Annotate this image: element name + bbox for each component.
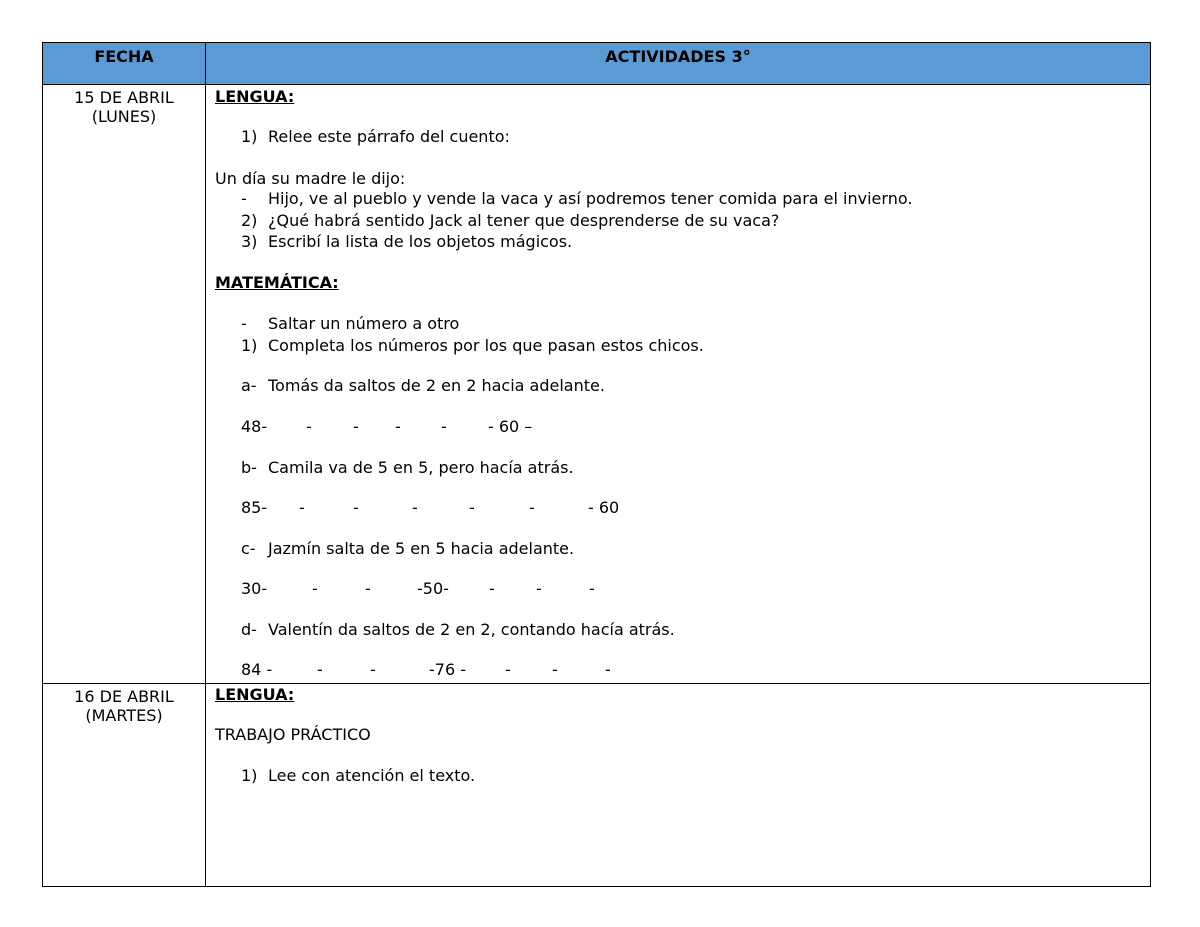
exercise-prompt — [241, 376, 605, 396]
date-cell — [43, 684, 206, 887]
list-number: 1) — [241, 127, 258, 146]
sequence-item: 48- — [241, 417, 268, 436]
table-row — [43, 85, 1151, 684]
date-text: 16 DE ABRIL — [74, 687, 174, 706]
list-item — [241, 232, 572, 252]
exercise-letter: b- — [241, 458, 257, 477]
weekday-text: (MARTES) — [85, 706, 163, 725]
activities-table — [42, 42, 1151, 887]
sequence-item: - — [589, 579, 595, 598]
sequence-item: - — [489, 579, 495, 598]
sequence-item: - — [395, 417, 401, 436]
exercise-prompt — [241, 620, 675, 640]
sequence-item: - — [299, 498, 305, 517]
sequence-item: - — [353, 417, 359, 436]
exercise-letter: c- — [241, 539, 256, 558]
exercise-text: Camila va de 5 en 5, pero hacía atrás. — [268, 458, 574, 477]
sequence-item: -50- — [417, 579, 449, 598]
activities-cell — [206, 85, 1151, 684]
list-number: 2) — [241, 211, 258, 230]
sequence-item: -76 - — [429, 660, 466, 679]
list-item — [241, 766, 475, 786]
list-number: 1) — [241, 766, 258, 785]
paragraph: Un día su madre le dijo: — [215, 169, 406, 188]
sequence-item: - — [536, 579, 542, 598]
sequence-item: - — [312, 579, 318, 598]
sequence-item: - — [412, 498, 418, 517]
table-row — [43, 684, 1151, 887]
sequence-item: - — [370, 660, 376, 679]
exercise-letter: a- — [241, 376, 257, 395]
list-item-text: Relee este párrafo del cuento: — [268, 127, 510, 146]
exercise-prompt — [241, 539, 574, 559]
list-number: 3) — [241, 232, 258, 251]
sequence-item: - — [365, 579, 371, 598]
sequence-item: - — [505, 660, 511, 679]
quote-text: Hijo, ve al pueblo y vende la vaca y así podremos tener comida para el invierno. — [268, 189, 913, 208]
list-item-text: ¿Qué habrá sentido Jack al tener que desprenderse de su vaca? — [268, 211, 780, 230]
sequence-item: - — [306, 417, 312, 436]
list-item — [241, 189, 912, 209]
sequence-item: - — [317, 660, 323, 679]
list-item — [241, 127, 510, 147]
date-text: 15 DE ABRIL — [74, 88, 174, 107]
exercise-text: Tomás da saltos de 2 en 2 hacia adelante. — [268, 376, 605, 395]
dash-marker: - — [241, 189, 247, 208]
sequence-item: - — [529, 498, 535, 517]
list-item-text: Escribí la lista de los objetos mágicos. — [268, 232, 573, 251]
list-item — [241, 211, 779, 231]
list-item-text: Saltar un número a otro — [268, 314, 460, 333]
sequence-item: - — [353, 498, 359, 517]
exercise-letter: d- — [241, 620, 257, 639]
list-item — [241, 314, 459, 334]
sequence-item: 84 - — [241, 660, 273, 679]
exercise-prompt — [241, 458, 574, 478]
section-heading: LENGUA: — [215, 87, 295, 106]
sequence-item: - — [469, 498, 475, 517]
sequence-item: - 60 — [588, 498, 620, 517]
section-heading: MATEMÁTICA: — [215, 273, 339, 292]
weekday-text: (LUNES) — [91, 107, 157, 126]
header-date: FECHA — [43, 43, 206, 85]
sequence-item: - — [605, 660, 611, 679]
list-number: 1) — [241, 336, 258, 355]
list-item-text: Completa los números por los que pasan estos chicos. — [268, 336, 704, 355]
exercise-text: Valentín da saltos de 2 en 2, contando hacía atrás. — [268, 620, 675, 639]
list-item — [241, 336, 704, 356]
sequence-item: 30- — [241, 579, 268, 598]
table-header-row — [43, 43, 1151, 85]
section-heading: LENGUA: — [215, 685, 295, 704]
dash-marker: - — [241, 314, 247, 333]
header-activities: ACTIVIDADES 3° — [206, 43, 1151, 85]
list-item-text: Lee con atención el texto. — [268, 766, 476, 785]
exercise-text: Jazmín salta de 5 en 5 hacia adelante. — [268, 539, 575, 558]
sequence-item: - — [441, 417, 447, 436]
sequence-item: - 60 – — [488, 417, 533, 436]
subtitle: TRABAJO PRÁCTICO — [215, 725, 371, 744]
date-cell — [43, 85, 206, 684]
activities-cell — [206, 684, 1151, 887]
sequence-item: - — [552, 660, 558, 679]
sequence-item: 85- — [241, 498, 268, 517]
